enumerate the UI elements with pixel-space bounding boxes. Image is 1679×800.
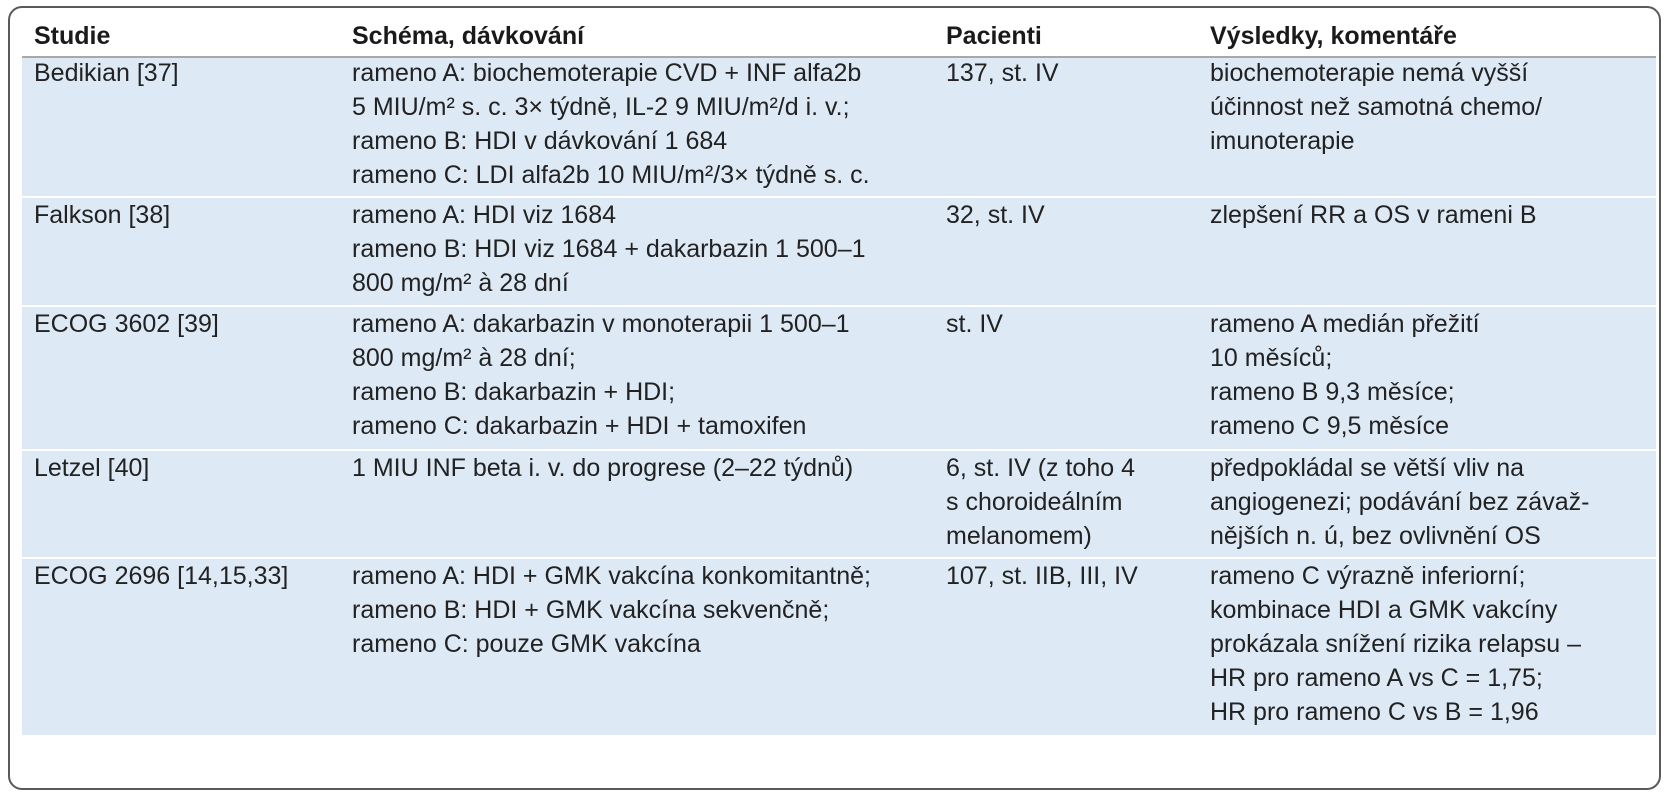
- header-vysledky: Výsledky, komentáře: [1210, 22, 1457, 50]
- cell-schema: rameno A: dakarbazin v monoterapii 1 500–1 800 mg/m² à 28 dní; rameno B: dakarbazin + HDI; rameno C: dakarbazin + HDI + tamoxifen: [352, 310, 850, 440]
- header-pacienti: Pacienti: [946, 22, 1042, 50]
- cell-vysledky: předpokládal se větší vliv na angiogenezi; podávání bez závaž- nějších n. ú, bez ovlivnění OS: [1210, 454, 1590, 550]
- cell-pacienti: 137, st. IV: [946, 59, 1059, 87]
- cell-schema: rameno A: biochemoterapie CVD + INF alfa2b 5 MIU/m² s. c. 3× týdně, IL-2 9 MIU/m²/d i. v.; rameno B: HDI v dávkování 1 684 rameno C: LDI alfa2b 10 MIU/m²/3× týdně s. c.: [352, 59, 870, 189]
- cell-pacienti: st. IV: [946, 310, 1003, 338]
- cell-pacienti: 32, st. IV: [946, 201, 1045, 229]
- cell-studie: Letzel [40]: [34, 454, 150, 482]
- table-row: [22, 559, 1656, 735]
- cell-schema: rameno A: HDI + GMK vakcína konkomitantně; rameno B: HDI + GMK vakcína sekvenčně; rameno C: pouze GMK vakcína: [352, 562, 871, 658]
- table-row: [22, 451, 1656, 559]
- data-table: [22, 18, 1656, 735]
- header-schema: Schéma, dávkování: [352, 22, 585, 50]
- cell-studie: ECOG 2696 [14,15,33]: [34, 562, 289, 590]
- cell-vysledky: biochemoterapie nemá vyšší účinnost než samotná chemo/ imunoterapie: [1210, 59, 1543, 155]
- table-row: [22, 307, 1656, 451]
- cell-studie: Falkson [38]: [34, 201, 171, 229]
- table-row: [22, 56, 1656, 198]
- header-studie: Studie: [34, 22, 111, 50]
- cell-studie: ECOG 3602 [39]: [34, 310, 219, 338]
- cell-vysledky: rameno A medián přežití 10 měsíců; rameno B 9,3 měsíce; rameno C 9,5 měsíce: [1210, 310, 1480, 440]
- table-header-row: [22, 18, 1656, 56]
- cell-vysledky: rameno C výrazně inferiorní; kombinace HDI a GMK vakcíny prokázala snížení rizika relapsu – HR pro rameno A vs C = 1,75; HR pro rameno C vs B = 1,96: [1210, 562, 1582, 726]
- cell-schema: 1 MIU INF beta i. v. do progrese (2–22 týdnů): [352, 454, 854, 482]
- cell-pacienti: 107, st. IIB, III, IV: [946, 562, 1138, 590]
- cell-studie: Bedikian [37]: [34, 59, 179, 87]
- cell-vysledky: zlepšení RR a OS v rameni B: [1210, 201, 1537, 229]
- cell-pacienti: 6, st. IV (z toho 4 s choroideálním melanomem): [946, 454, 1135, 550]
- table-row: [22, 198, 1656, 307]
- cell-schema: rameno A: HDI viz 1684 rameno B: HDI viz 1684 + dakarbazin 1 500–1 800 mg/m² à 28 dní: [352, 201, 866, 297]
- header-divider: [22, 56, 1656, 58]
